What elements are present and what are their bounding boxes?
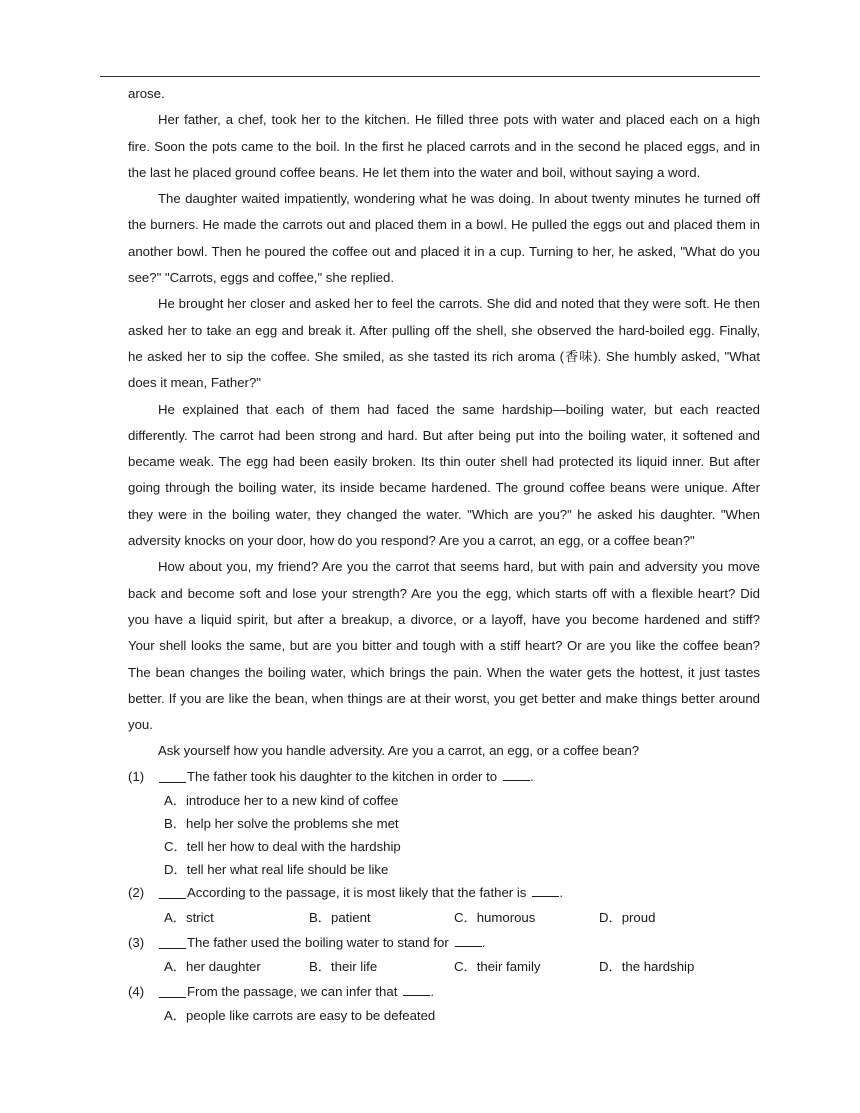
passage-paragraph: Ask yourself how you handle adversity. Are you a carrot, an egg, or a coffee bean? bbox=[158, 743, 640, 759]
options-row bbox=[128, 906, 760, 931]
question-3 bbox=[128, 931, 760, 956]
option-d[interactable]: D．proud bbox=[599, 909, 656, 925]
option-d[interactable]: D．tell her what real life should be like bbox=[164, 862, 389, 878]
passage-paragraph: arose. bbox=[128, 86, 165, 101]
option-c[interactable]: C．their family bbox=[454, 959, 541, 975]
fill-blank bbox=[455, 932, 482, 947]
option-b[interactable]: B．their life bbox=[309, 959, 378, 975]
option-b[interactable]: B．help her solve the problems she met bbox=[164, 816, 399, 832]
option-c[interactable]: C．humorous bbox=[454, 909, 536, 925]
fill-blank bbox=[503, 766, 530, 781]
passage-paragraph: He explained that each of them had faced the same hardship—boiling water, but each reacted differently. The carrot had been strong and hard. But after being put into the boiling water, it softened and became weak. The egg had been easily broken. Its thin outer shell had protected its liquid inner. But after going through the boiling water, its inside became hardened. The ground coffee beans were unique. After they were in the boiling water, they changed the water. "Which are you?" he asked his daughter. "When adversity knocks on your door, how do you respond? Are you a carrot, an egg, or a coffee bean?" bbox=[128, 401, 760, 549]
question-2 bbox=[128, 881, 760, 906]
passage-paragraph: He brought her closer and asked her to feel the carrots. She did and noted that they were soft. He then asked her to take an egg and break it. After pulling off the shell, she observed the hard-boiled egg. Finally, he asked her to sip the coffee. She smiled, as she tasted its rich aroma (香味). She humbly asked, "What does it mean, Father?" bbox=[128, 296, 760, 391]
question-4 bbox=[128, 980, 760, 1005]
question-stem: From the passage, we can infer that . bbox=[187, 980, 434, 1005]
question-number: (1) bbox=[128, 768, 145, 784]
option-a[interactable]: A．introduce her to a new kind of coffee bbox=[164, 793, 399, 809]
question-stem: The father used the boiling water to stand for . bbox=[187, 931, 485, 956]
passage-paragraph: How about you, my friend? Are you the carrot that seems hard, but with pain and adversity you move back and become soft and lose your strength? Are you the egg, which starts off with a flexible heart? Did you have a liquid spirit, but after a breakup, a divorce, or a layoff, have you become hardened and stiff? Your shell looks the same, but are you bitter and tough with a stiff heart? Or are you like the coffee bean? The bean changes the boiling water, which brings the pain. When the water gets the hottest, it just tastes better. If you are like the bean, when things are at their worst, you get better and make things better around you. bbox=[128, 559, 760, 733]
document-body bbox=[128, 81, 760, 1027]
option-c[interactable]: C．tell her how to deal with the hardship bbox=[164, 839, 401, 855]
option-d[interactable]: D．the hardship bbox=[599, 959, 695, 975]
question-stem: The father took his daughter to the kitchen in order to . bbox=[187, 765, 534, 790]
answer-blank[interactable] bbox=[159, 881, 186, 899]
answer-blank[interactable] bbox=[159, 765, 186, 783]
option-a[interactable]: A．strict bbox=[164, 909, 214, 925]
option-a[interactable]: A．her daughter bbox=[164, 959, 261, 975]
answer-blank[interactable] bbox=[159, 980, 186, 998]
fill-blank bbox=[532, 882, 559, 897]
header-rule bbox=[100, 76, 760, 77]
options-row bbox=[128, 955, 760, 980]
question-number: (2) bbox=[128, 885, 145, 901]
question-number: (4) bbox=[128, 983, 145, 999]
fill-blank bbox=[403, 981, 430, 996]
option-b[interactable]: B．patient bbox=[309, 909, 371, 925]
question-number: (3) bbox=[128, 934, 145, 950]
passage-paragraph: The daughter waited impatiently, wondering what he was doing. In about twenty minutes he turned off the burners. He made the carrots out and placed them in a bowl. He pulled the eggs out and placed them in another bowl. Then he poured the coffee out and placed it in a cup. Turning to her, he asked, "What do you see?" "Carrots, eggs and coffee," she replied. bbox=[128, 191, 760, 286]
question-1 bbox=[128, 765, 760, 790]
answer-blank[interactable] bbox=[159, 931, 186, 949]
passage-paragraph: Her father, a chef, took her to the kitchen. He filled three pots with water and placed each on a high fire. Soon the pots came to the boil. In the first he placed carrots and in the second he placed eggs, and in the last he placed ground coffee beans. He let them into the water and boil, without saying a word. bbox=[128, 112, 760, 180]
question-stem: According to the passage, it is most likely that the father is . bbox=[187, 881, 563, 906]
option-a[interactable]: A．people like carrots are easy to be defeated bbox=[164, 1008, 436, 1024]
